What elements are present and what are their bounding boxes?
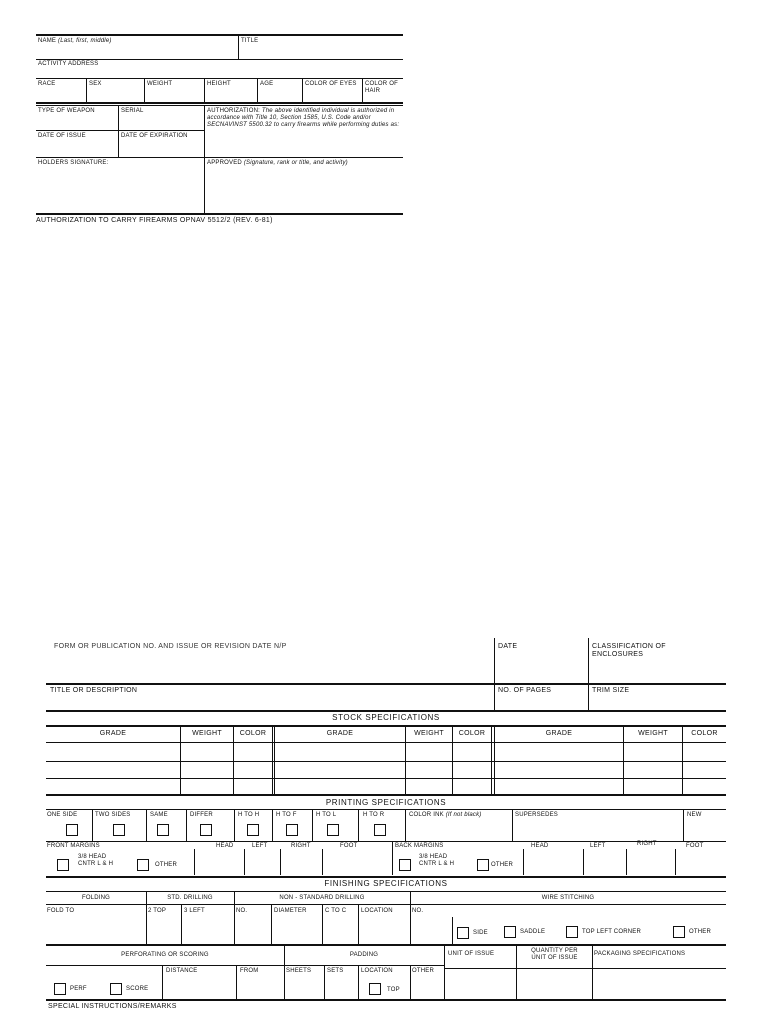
h-to-l-checkbox[interactable] [327,824,339,836]
front-margins-label: FRONT MARGINS [47,843,100,849]
divider [444,944,445,999]
wire-stitching-label: WIRE STITCHING [541,895,595,901]
divider [392,841,393,875]
title-label: TITLE [241,38,259,44]
divider [284,944,285,999]
divider [46,965,444,966]
weight-label: WEIGHT [147,81,173,87]
divider [238,35,239,59]
divider [682,726,683,794]
stock-grade-3: GRADE [545,730,573,737]
weapon-label: TYPE OF WEAPON [38,108,95,114]
divider [583,849,584,875]
stock-weight-2: WEIGHT [414,730,444,737]
differ-checkbox[interactable] [200,824,212,836]
approved-label: APPROVED (Signature, rank or title, and activity) [207,160,348,166]
same-checkbox[interactable] [157,824,169,836]
back-other-label: OTHER [491,862,513,868]
issue-date-label: DATE OF ISSUE [38,133,86,139]
eyes-label: COLOR OF EYES [305,81,357,87]
name-label: NAME (Last, first, middle) [38,38,112,44]
sets-label: SETS [327,968,344,974]
divider [302,78,303,102]
pages-label: NO. OF PAGES [498,687,552,694]
three-left-label: 3 LEFT [184,908,205,914]
stock-specifications-heading: STOCK SPECIFICATIONS [332,713,440,722]
divider [452,917,453,944]
side-checkbox[interactable] [457,927,469,939]
expiration-date-label: DATE OF EXPIRATION [121,133,188,139]
front-head-label: HEAD [216,843,234,849]
h-to-l-label: H TO L [316,812,337,818]
activity-label: ACTIVITY ADDRESS [38,61,99,67]
divider [204,78,205,102]
front-other-label: OTHER [155,862,177,868]
divider [144,78,145,102]
divider [46,904,726,905]
divider [36,105,403,106]
back-head-label: HEAD [531,843,549,849]
fold-to-label: FOLD TO [47,908,75,914]
divider [274,726,275,794]
divider [46,999,726,1001]
divider [180,726,181,794]
divider [675,849,676,875]
h-to-f-label: H TO F [276,812,297,818]
divider [186,809,187,841]
divider [272,809,273,841]
divider [46,809,726,810]
divider [86,78,87,102]
divider [358,904,359,944]
divider [194,849,195,875]
divider [46,794,726,796]
padding-other-label: OTHER [412,968,434,974]
classification-label: CLASSIFICATION OF ENCLOSURES [592,643,666,658]
location-label: LOCATION [361,908,393,914]
divider [204,105,205,213]
nonstd-drilling-label: NON - STANDARD DRILLING [279,895,365,901]
divider [452,726,453,794]
divider [46,944,726,946]
stock-weight-1: WEIGHT [192,730,222,737]
divider [444,968,726,969]
stock-color-2: COLOR [458,730,486,737]
divider [46,778,726,779]
divider [494,726,495,794]
divider [46,725,726,727]
signature-label: HOLDERS SIGNATURE: [38,160,109,166]
divider [181,904,182,944]
divider [46,710,726,712]
height-label: HEIGHT [207,81,231,87]
divider [623,726,624,794]
h-to-h-label: H TO H [238,812,260,818]
distance-label: DISTANCE [166,968,198,974]
divider [234,891,235,944]
divider [362,78,363,102]
h-to-h-checkbox[interactable] [247,824,259,836]
date-label: DATE [498,643,518,650]
perf-label: PERF [70,986,87,992]
padding-label: PADDING [349,952,379,958]
divider [494,638,495,710]
unit-of-issue-label: UNIT OF ISSUE [448,951,495,957]
divider [36,157,403,158]
age-label: AGE [260,81,274,87]
two-sides-checkbox[interactable] [113,824,125,836]
authorization-text: AUTHORIZATION: The above identified individual is authorized in accordance with Title 10, Section 1585, U.S. Code and/or SECNAVINST 5500.32 to carry firearms while performing duties as: [207,108,400,128]
divider [410,891,411,944]
color-ink-label: COLOR INK (If not black) [409,812,482,818]
front-3-8-head-checkbox[interactable] [57,859,69,871]
divider [523,849,524,875]
divider [236,965,237,999]
back-other-checkbox[interactable] [477,859,489,871]
perf-checkbox[interactable] [54,983,66,995]
h-to-r-label: H TO R [363,812,385,818]
front-other-checkbox[interactable] [137,859,149,871]
differ-label: DIFFER [190,812,213,818]
perforating-label: PERFORATING OR SCORING [121,952,209,958]
back-right-label: RIGHT [637,841,657,847]
divider [322,904,323,944]
h-to-f-checkbox[interactable] [286,824,298,836]
divider [46,891,726,892]
divider [46,761,726,762]
stock-weight-3: WEIGHT [638,730,668,737]
divider [324,965,325,999]
divider [271,904,272,944]
divider [244,849,245,875]
front-3-8-head: 3/8 HEAD CNTR L & H [78,854,114,867]
diameter-label: DIAMETER [274,908,307,914]
divider [516,944,517,999]
card-top-border [36,34,403,36]
quantity-per-label: QUANTITY PER UNIT OF ISSUE [531,948,578,961]
race-label: RACE [38,81,56,87]
side-label: SIDE [473,930,488,936]
divider [626,849,627,875]
sex-label: SEX [89,81,102,87]
sheets-label: SHEETS [286,968,312,974]
back-margins-label: BACK MARGINS [395,843,444,849]
divider [358,809,359,841]
drill-no-label: NO. [236,908,248,914]
trim-size-label: TRIM SIZE [592,687,630,694]
divider [36,130,204,131]
divider [280,849,281,875]
one-side-checkbox[interactable] [66,824,78,836]
score-label: SCORE [126,986,149,992]
top-label: TOP [387,987,400,993]
divider [405,726,406,794]
wire-other-label: OTHER [689,929,711,935]
padding-location-label: LOCATION [361,968,393,974]
packaging-label: PACKAGING SPECIFICATIONS [594,951,686,957]
back-left-label: LEFT [590,843,606,849]
stock-color-1: COLOR [239,730,267,737]
divider [46,742,726,743]
saddle-label: SADDLE [520,929,546,935]
divider [233,726,234,794]
divider [36,78,403,79]
serial-label: SERIAL [121,108,144,114]
title-description-label: TITLE OR DESCRIPTION [50,687,138,694]
std-drilling-label: STD. DRILLING [167,895,213,901]
saddle-checkbox[interactable] [504,926,516,938]
folding-label: FOLDING [81,895,111,901]
hair-label: COLOR OF HAIR [365,81,398,94]
from-label: FROM [240,968,259,974]
wire-other-checkbox[interactable] [673,926,685,938]
c-to-c-label: C TO C [325,908,347,914]
divider [405,809,406,841]
top-checkbox[interactable] [369,983,381,995]
stock-grade-1: GRADE [99,730,127,737]
h-to-r-checkbox[interactable] [374,824,386,836]
special-instructions-label: SPECIAL INSTRUCTIONS/REMARKS [48,1003,177,1010]
divider [146,809,147,841]
divider [322,849,323,875]
divider [257,78,258,102]
front-right-label: RIGHT [291,843,311,849]
divider [312,809,313,841]
divider [592,944,593,999]
divider [588,638,589,710]
divider [272,726,273,794]
finishing-specifications-heading: FINISHING SPECIFICATIONS [324,879,448,888]
divider [36,59,403,60]
printing-specifications-heading: PRINTING SPECIFICATIONS [325,798,447,807]
back-foot-label: FOOT [686,843,704,849]
divider [410,965,411,999]
divider [162,965,163,999]
divider [118,105,119,157]
divider [683,809,684,841]
divider [36,102,403,104]
back-3-8-head-checkbox[interactable] [399,859,411,871]
divider [46,841,726,842]
divider [358,965,359,999]
supersedes-label: SUPERSEDES [515,812,559,818]
divider [92,809,93,841]
divider [46,876,726,878]
front-foot-label: FOOT [340,843,358,849]
divider [512,809,513,841]
score-checkbox[interactable] [110,983,122,995]
stock-grade-2: GRADE [326,730,354,737]
form-number-label: FORM OR PUBLICATION NO. AND ISSUE OR REVISION DATE N/P [54,643,287,650]
form-footer: AUTHORIZATION TO CARRY FIREARMS OPNAV 5512/2 (REV. 6-81) [36,217,273,224]
card-bottom-border [36,213,403,215]
divider [46,683,726,685]
same-label: SAME [150,812,168,818]
new-label: NEW [687,812,702,818]
top-left-corner-label: TOP LEFT CORNER [582,929,642,935]
wire-no-label: NO. [412,908,424,914]
top-left-corner-checkbox[interactable] [566,926,578,938]
back-3-8-head: 3/8 HEAD CNTR L & H [419,854,455,867]
front-left-label: LEFT [252,843,268,849]
divider [146,891,147,944]
one-side-label: ONE SIDE [47,812,78,818]
divider [491,726,492,794]
two-sides-label: TWO SIDES [95,812,131,818]
divider [234,809,235,841]
two-top-label: 2 TOP [148,908,167,914]
stock-color-3: COLOR [691,730,718,737]
